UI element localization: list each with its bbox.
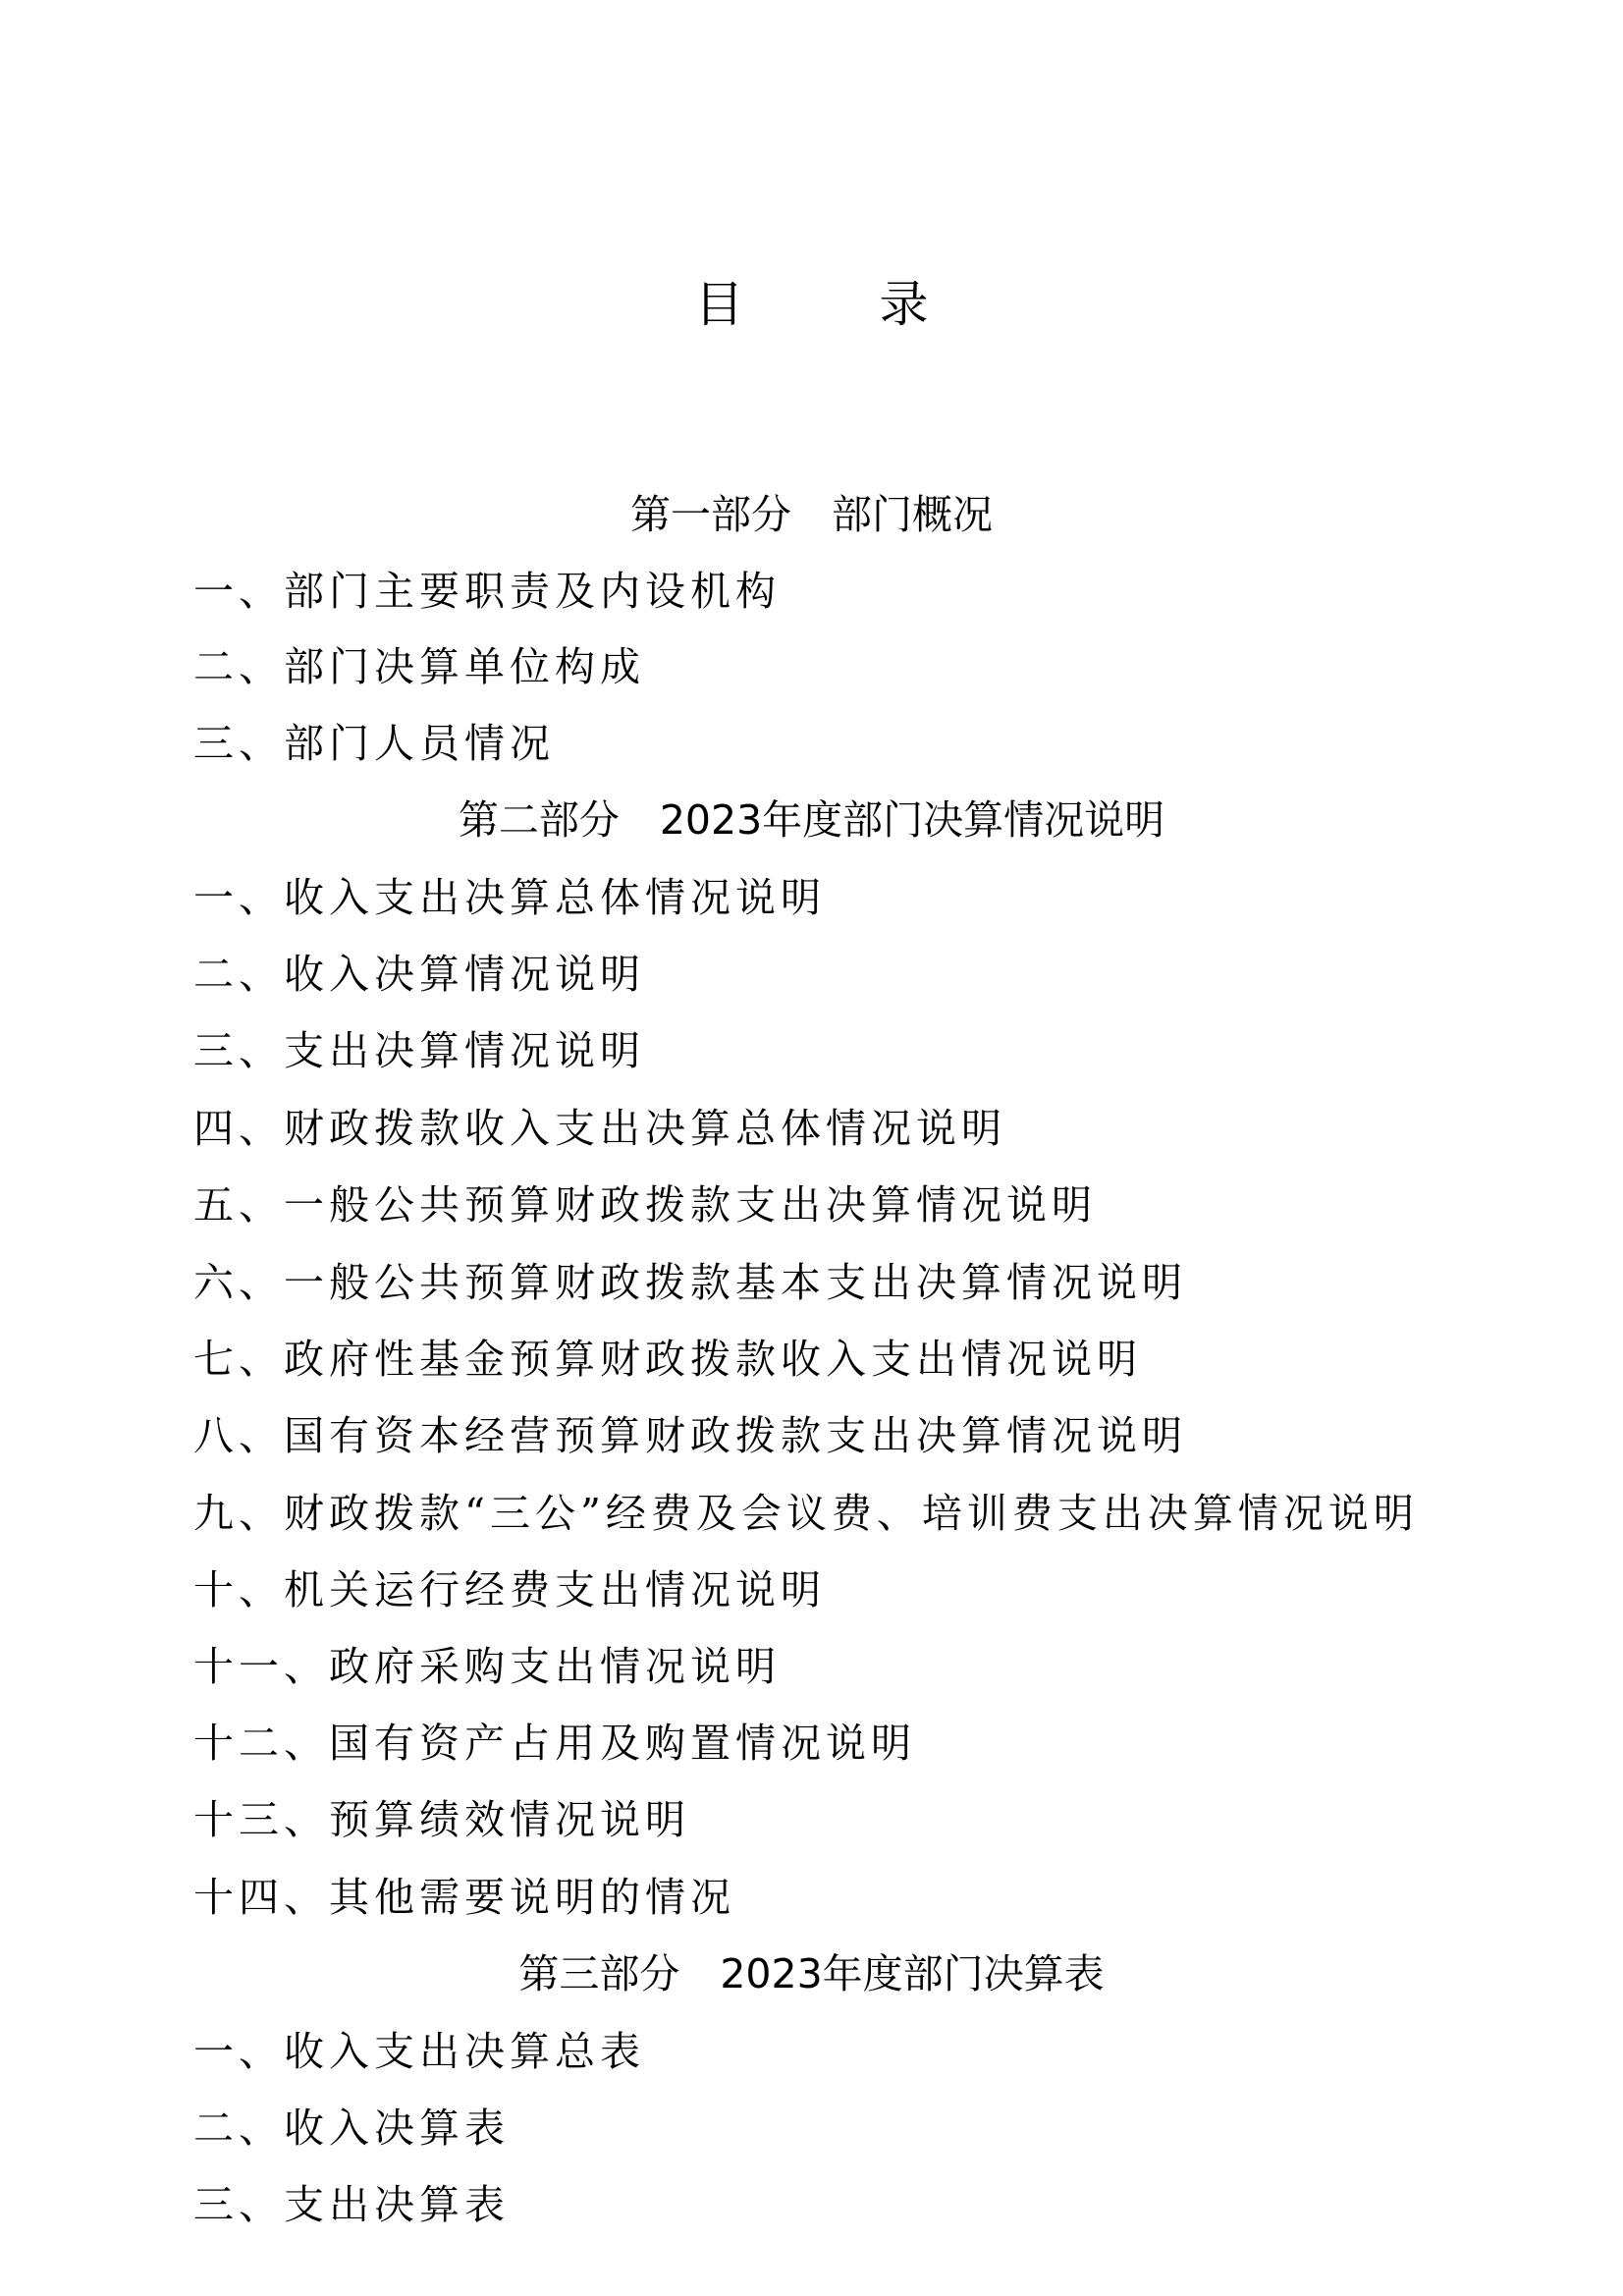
toc-item[interactable]: 十四、其他需要说明的情况 [193, 1874, 735, 1921]
toc-item[interactable]: 十一、政府采购支出情况说明 [193, 1643, 781, 1690]
toc-item[interactable]: 九、财政拨款“三公”经费及会议费、培训费支出决算情况说明 [193, 1490, 1419, 1537]
toc-item[interactable]: 二、收入决算表 [193, 2105, 510, 2152]
toc-item[interactable]: 二、收入决算情况说明 [193, 951, 645, 998]
toc-item[interactable]: 三、部门人员情况 [193, 720, 555, 767]
toc-item[interactable]: 三、支出决算表 [193, 2181, 510, 2228]
toc-item[interactable]: 一、收入支出决算总表 [193, 2028, 645, 2075]
toc-item[interactable]: 一、部门主要职责及内设机构 [193, 568, 781, 615]
toc-item[interactable]: 四、财政拨款收入支出决算总体情况说明 [193, 1105, 1006, 1152]
toc-item[interactable]: 十三、预算绩效情况说明 [193, 1796, 690, 1843]
toc-item[interactable]: 七、政府性基金预算财政拨款收入支出情况说明 [193, 1336, 1142, 1383]
toc-item[interactable]: 六、一般公共预算财政拨款基本支出决算情况说明 [193, 1259, 1187, 1306]
section-heading-part-2: 第二部分 2023年度部门决算情况说明 [458, 796, 1165, 844]
page-title: 目 录 [694, 276, 972, 333]
toc-item[interactable]: 十二、国有资产占用及购置情况说明 [193, 1720, 916, 1767]
toc-item[interactable]: 十、机关运行经费支出情况说明 [193, 1566, 826, 1613]
toc-item[interactable]: 二、部门决算单位构成 [193, 643, 645, 690]
toc-item[interactable]: 三、支出决算情况说明 [193, 1027, 645, 1074]
toc-item[interactable]: 五、一般公共预算财政拨款支出决算情况说明 [193, 1181, 1097, 1229]
section-heading-part-3: 第三部分 2023年度部门决算表 [518, 1950, 1105, 1997]
toc-item[interactable]: 一、收入支出决算总体情况说明 [193, 874, 826, 921]
section-heading-part-1: 第一部分 部门概况 [630, 491, 993, 538]
toc-item[interactable]: 八、国有资本经营预算财政拨款支出决算情况说明 [193, 1412, 1187, 1459]
